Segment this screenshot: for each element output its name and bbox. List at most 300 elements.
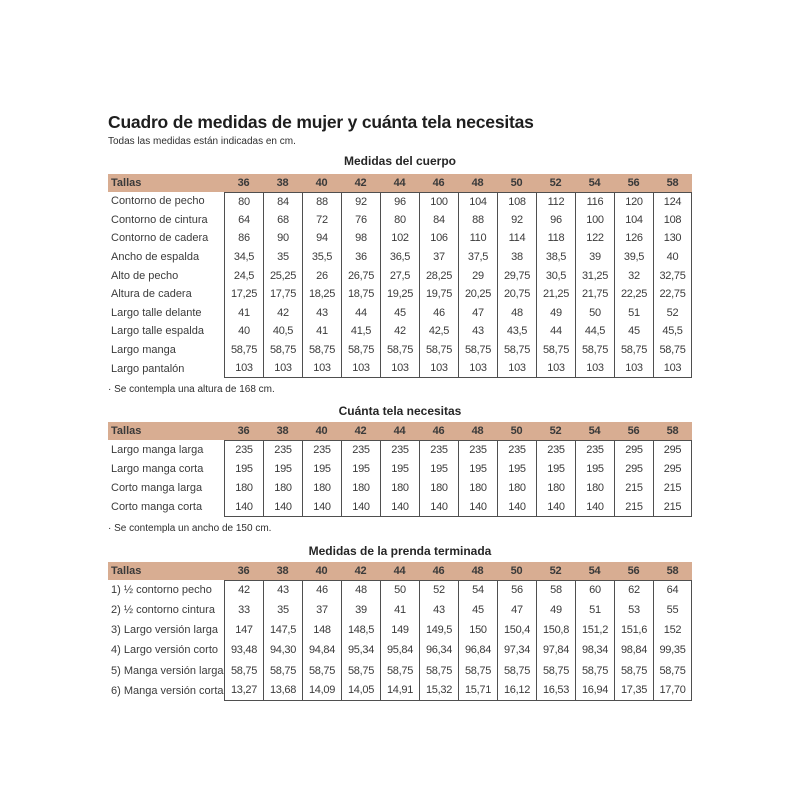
table-cell: 92 [497,211,536,230]
table-cell: 114 [497,229,536,248]
table-cell: 108 [653,211,692,230]
table-cell: 152 [653,620,692,640]
table-row [108,266,692,285]
table-cell: 95,84 [380,640,419,660]
table-cell: 19,25 [380,285,419,304]
table-cell: 58,75 [575,660,614,680]
table-cell: 58,75 [380,341,419,360]
section-title: Medidas de la prenda terminada [308,543,492,558]
row-label: 6) Manga versión corta [111,684,224,697]
table-cell: 37,5 [458,248,497,267]
table-cell: 98,84 [614,640,653,660]
table-cell: 45 [458,600,497,620]
table-row [108,660,692,680]
table-cell: 58,75 [497,660,536,680]
row-label: Alto de pecho [111,269,179,282]
table-cell: 140 [575,498,614,517]
size-header-cell: 52 [549,424,562,437]
table-cell: 92 [341,192,380,211]
table-cell: 108 [497,192,536,211]
table-row [108,600,692,620]
table-cell: 54 [458,580,497,600]
table-cell: 140 [458,498,497,517]
table-cell: 58,75 [536,341,575,360]
table-cell: 180 [419,478,458,497]
size-header-cell: 46 [432,177,445,189]
table-cell: 22,25 [614,285,653,304]
table-cell: 103 [497,359,536,378]
table-cell: 96 [380,192,419,211]
row-label: Contorno de cadera [111,232,209,245]
table-cell: 140 [380,498,419,517]
size-header-cell: 40 [315,177,328,189]
size-header-cell: 50 [510,177,523,189]
table-cell: 110 [458,229,497,248]
table-cell: 149 [380,620,419,640]
table-cell: 32,75 [653,266,692,285]
table-cell: 149,5 [419,620,458,640]
table-cell: 95,34 [341,640,380,660]
table-cell: 72 [302,211,341,230]
table-cell: 151,2 [575,620,614,640]
table-cell: 44 [341,304,380,323]
table-row [108,620,692,640]
size-header-cell: 54 [588,564,601,577]
size-header-cell: 58 [666,564,679,577]
table-cell: 180 [341,478,380,497]
table-cell: 235 [497,440,536,459]
size-header-cell: 44 [393,424,406,437]
table-cell: 18,75 [341,285,380,304]
table-cell: 34,5 [224,248,263,267]
table-cell: 29 [458,266,497,285]
table-cell: 122 [575,229,614,248]
table-cell: 76 [341,211,380,230]
table-cell: 49 [536,600,575,620]
table-cell: 44,5 [575,322,614,341]
table-cell: 235 [263,440,302,459]
row-label: 3) Largo versión larga [111,624,219,637]
table-cell: 195 [536,459,575,478]
table-cell: 195 [341,459,380,478]
measurements-table [108,174,692,378]
table-cell: 140 [536,498,575,517]
table-cell: 47 [458,304,497,323]
table-row [108,440,692,459]
table-cell: 195 [224,459,263,478]
table-cell: 130 [653,229,692,248]
table-cell: 98,34 [575,640,614,660]
row-label: Altura de cadera [111,288,192,301]
table-row [108,459,692,478]
row-label: Largo manga corta [111,462,204,475]
table-cell: 49 [536,304,575,323]
table-cell: 35 [263,248,302,267]
section-title: Medidas del cuerpo [343,154,457,168]
table-cell: 148 [302,620,341,640]
table-cell: 53 [614,600,653,620]
table-cell: 100 [419,192,458,211]
size-header-cell: 52 [549,564,562,577]
table-cell: 103 [224,359,263,378]
table-cell: 58,75 [497,341,536,360]
size-header-cell: 56 [627,564,640,577]
size-header-cell: 46 [432,564,445,577]
size-header-cell: 38 [276,177,289,189]
table-cell: 58,75 [614,341,653,360]
table-cell: 58,75 [263,660,302,680]
row-label: Contorno de cintura [111,213,208,226]
size-header-cell: 44 [393,564,406,577]
table-cell: 58,75 [614,660,653,680]
table-cell: 31,25 [575,266,614,285]
table-cell: 98 [341,229,380,248]
table-cell: 94,30 [263,640,302,660]
table-cell: 140 [302,498,341,517]
table-cell: 37 [302,600,341,620]
table-cell: 51 [575,600,614,620]
row-label: Largo talle espalda [111,325,204,338]
table-cell: 88 [458,211,497,230]
table-row [108,248,692,267]
table-cell: 24,5 [224,266,263,285]
table-row [108,341,692,360]
table-cell: 58,75 [380,660,419,680]
table-row [108,304,692,323]
row-label: Corto manga corta [111,501,203,514]
table-cell: 58,75 [419,660,458,680]
table-cell: 103 [575,359,614,378]
table-cell: 235 [302,440,341,459]
table-cell: 17,70 [653,681,692,701]
table-cell: 58,75 [653,341,692,360]
size-header-cell: 50 [510,424,523,437]
size-header-cell: 56 [627,177,640,189]
table-cell: 40 [224,322,263,341]
table-cell: 148,5 [341,620,380,640]
table-cell: 56 [497,580,536,600]
table-cell: 58,75 [341,660,380,680]
table-cell: 26 [302,266,341,285]
row-label: 4) Largo versión corto [111,644,218,657]
table-cell: 99,35 [653,640,692,660]
table-cell: 90 [263,229,302,248]
table-cell: 42 [380,322,419,341]
table-cell: 195 [302,459,341,478]
table-cell: 180 [536,478,575,497]
table-cell: 43 [458,322,497,341]
table-cell: 94 [302,229,341,248]
table-header-row [108,174,692,192]
row-label: Largo manga [111,344,176,357]
table-cell: 68 [263,211,302,230]
table-cell: 180 [263,478,302,497]
table-row [108,322,692,341]
table-cell: 124 [653,192,692,211]
table-cell: 140 [263,498,302,517]
table-cell: 58,75 [458,341,497,360]
table-row [108,359,692,378]
table-cell: 97,84 [536,640,575,660]
table-cell: 235 [224,440,263,459]
table-body [108,192,692,378]
table-cell: 84 [419,211,458,230]
table-cell: 17,75 [263,285,302,304]
size-header-cell: 46 [432,424,445,437]
table-cell: 147,5 [263,620,302,640]
size-header-cell: 48 [471,424,484,437]
table-cell: 106 [419,229,458,248]
table-cell: 40 [653,248,692,267]
document-page [108,112,692,701]
table-cell: 180 [224,478,263,497]
table-cell: 16,12 [497,681,536,701]
table-cell: 195 [380,459,419,478]
table-cell: 58,75 [419,341,458,360]
table-cell: 21,25 [536,285,575,304]
table-cell: 43,5 [497,322,536,341]
table-cell: 16,94 [575,681,614,701]
size-header-cell: 54 [588,177,601,189]
table-cell: 103 [653,359,692,378]
table-cell: 20,75 [497,285,536,304]
table-cell: 88 [302,192,341,211]
table-cell: 112 [536,192,575,211]
table-cell: 42 [263,304,302,323]
table-cell: 36 [341,248,380,267]
table-cell: 140 [224,498,263,517]
table-cell: 45 [614,322,653,341]
table-header-row [108,422,692,440]
table-cell: 80 [224,192,263,211]
table-cell: 150,8 [536,620,575,640]
table-cell: 97,34 [497,640,536,660]
table-cell: 103 [302,359,341,378]
table-cell: 150 [458,620,497,640]
table-cell: 235 [419,440,458,459]
table-cell: 60 [575,580,614,600]
table-cell: 38 [497,248,536,267]
table-cell: 36,5 [380,248,419,267]
table-cell: 64 [653,580,692,600]
table-cell: 43 [263,580,302,600]
table-cell: 235 [380,440,419,459]
table-cell: 104 [458,192,497,211]
table-cell: 195 [458,459,497,478]
table-cell: 35,5 [302,248,341,267]
row-label: 1) ½ contorno pecho [111,583,212,596]
table-cell: 46 [302,580,341,600]
table-cell: 103 [380,359,419,378]
table-cell: 215 [614,478,653,497]
size-header-cell: 58 [666,177,679,189]
table-cell: 93,48 [224,640,263,660]
table-cell: 47 [497,600,536,620]
table-cell: 46 [419,304,458,323]
table-cell: 180 [380,478,419,497]
table-cell: 94,84 [302,640,341,660]
page-title: Cuadro de medidas de mujer y cuánta tela necesitas [108,112,534,132]
table-cell: 45 [380,304,419,323]
table-cell: 26,75 [341,266,380,285]
table-cell: 27,5 [380,266,419,285]
table-cell: 215 [653,498,692,517]
table-cell: 38,5 [536,248,575,267]
table-cell: 103 [614,359,653,378]
row-label: Largo talle delante [111,306,202,319]
size-header-cell: 42 [354,424,367,437]
size-header-cell: 36 [237,177,250,189]
table-cell: 48 [497,304,536,323]
size-header-cell: 42 [354,177,367,189]
row-label: 2) ½ contorno cintura [111,603,215,616]
table-cell: 103 [536,359,575,378]
table-cell: 126 [614,229,653,248]
table-cell: 58,75 [224,660,263,680]
table-cell: 180 [575,478,614,497]
table-cell: 118 [536,229,575,248]
table-cell: 64 [224,211,263,230]
sizes-header-label: Tallas [111,564,142,577]
table-cell: 120 [614,192,653,211]
table-body [108,440,692,517]
table-cell: 14,91 [380,681,419,701]
table-cell: 13,68 [263,681,302,701]
table-cell: 39 [341,600,380,620]
table-cell: 103 [419,359,458,378]
garment-table [108,562,692,701]
table-cell: 13,27 [224,681,263,701]
table-cell: 195 [497,459,536,478]
table-cell: 41 [380,600,419,620]
table-cell: 150,4 [497,620,536,640]
table-footnote: · Se contempla una altura de 168 cm. [108,383,275,395]
table-cell: 140 [341,498,380,517]
table-cell: 215 [614,498,653,517]
table-cell: 180 [497,478,536,497]
size-header-cell: 38 [276,424,289,437]
sizes-header-label: Tallas [111,424,142,437]
row-label: Corto manga larga [111,481,203,494]
table-cell: 235 [341,440,380,459]
table-cell: 180 [302,478,341,497]
table-cell: 58,75 [341,341,380,360]
table-cell: 52 [653,304,692,323]
table-cell: 195 [575,459,614,478]
table-cell: 43 [419,600,458,620]
table-cell: 84 [263,192,302,211]
section-fabric-needed [108,404,692,534]
table-cell: 86 [224,229,263,248]
table-cell: 80 [380,211,419,230]
table-cell: 51 [614,304,653,323]
table-row [108,640,692,660]
size-header-cell: 40 [315,424,328,437]
table-cell: 295 [614,440,653,459]
table-cell: 42,5 [419,322,458,341]
table-cell: 29,75 [497,266,536,285]
table-cell: 96,84 [458,640,497,660]
table-cell: 100 [575,211,614,230]
section-body-measurements [108,154,692,395]
sizes-header-label: Tallas [111,177,142,189]
table-cell: 18,25 [302,285,341,304]
fabric-table [108,422,692,517]
size-header-cell: 44 [393,177,406,189]
table-cell: 50 [575,304,614,323]
table-cell: 55 [653,600,692,620]
section-title: Cuánta tela necesitas [338,403,462,418]
table-cell: 28,25 [419,266,458,285]
table-row [108,580,692,600]
table-cell: 37 [419,248,458,267]
table-cell: 140 [497,498,536,517]
size-header-cell: 54 [588,424,601,437]
table-cell: 45,5 [653,322,692,341]
table-row [108,285,692,304]
table-cell: 195 [263,459,302,478]
size-header-cell: 40 [315,564,328,577]
row-label: 5) Manga versión larga [111,664,224,677]
table-cell: 41 [224,304,263,323]
table-cell: 22,75 [653,285,692,304]
table-header-row [108,562,692,580]
section-finished-garment [108,544,692,701]
table-cell: 103 [341,359,380,378]
table-cell: 32 [614,266,653,285]
table-cell: 16,53 [536,681,575,701]
table-cell: 235 [536,440,575,459]
row-label: Contorno de pecho [111,195,205,208]
table-cell: 58,75 [536,660,575,680]
table-row [108,681,692,701]
table-cell: 103 [263,359,302,378]
table-row [108,498,692,517]
table-cell: 295 [653,440,692,459]
row-label: Largo manga larga [111,443,204,456]
table-row [108,229,692,248]
table-cell: 41,5 [341,322,380,341]
table-cell: 39 [575,248,614,267]
table-cell: 19,75 [419,285,458,304]
table-cell: 58,75 [302,341,341,360]
table-cell: 96 [536,211,575,230]
size-header-cell: 36 [237,424,250,437]
table-cell: 15,32 [419,681,458,701]
table-cell: 41 [302,322,341,341]
table-cell: 42 [224,580,263,600]
table-cell: 44 [536,322,575,341]
table-cell: 33 [224,600,263,620]
table-cell: 52 [419,580,458,600]
table-cell: 25,25 [263,266,302,285]
size-header-cell: 38 [276,564,289,577]
table-footnote: · Se contempla un ancho de 150 cm. [108,522,272,534]
table-cell: 180 [458,478,497,497]
page-subtitle: Todas las medidas están indicadas en cm. [108,136,296,147]
table-body [108,580,692,701]
table-cell: 58,75 [302,660,341,680]
table-cell: 20,25 [458,285,497,304]
table-cell: 103 [458,359,497,378]
size-header-cell: 56 [627,424,640,437]
table-cell: 140 [419,498,458,517]
table-cell: 104 [614,211,653,230]
table-cell: 151,6 [614,620,653,640]
table-cell: 102 [380,229,419,248]
row-label: Largo pantalón [111,362,185,375]
table-cell: 40,5 [263,322,302,341]
